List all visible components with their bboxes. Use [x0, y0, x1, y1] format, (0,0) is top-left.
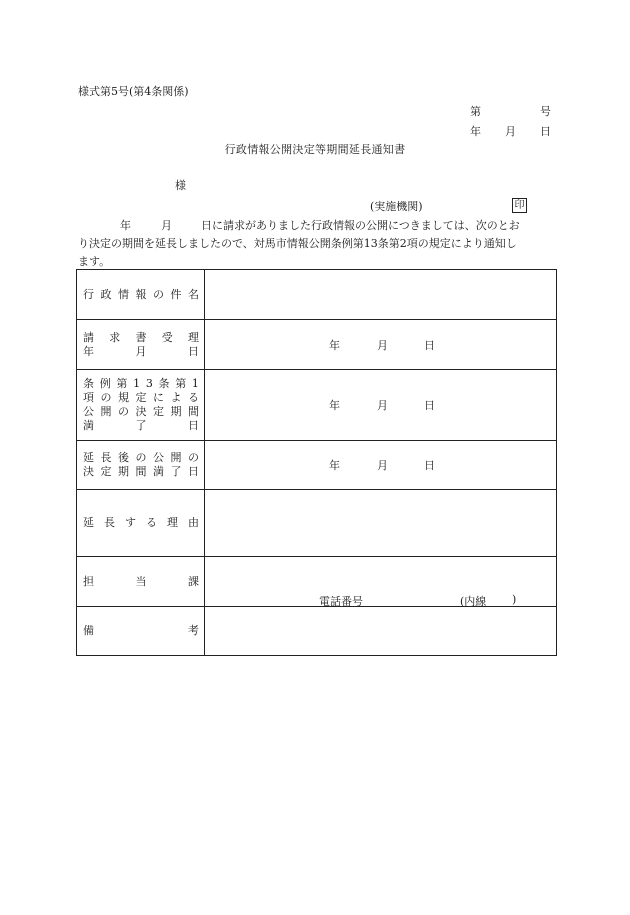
label-char: 書: [135, 330, 147, 344]
label-char: 項: [83, 391, 94, 404]
row-request-date: [77, 320, 557, 370]
phone-label: 電話番号: [319, 594, 363, 608]
number-prefix: 第: [470, 105, 481, 118]
spaced-label-line: [83, 377, 199, 391]
label-char: 間: [135, 465, 147, 478]
label-char: 政: [100, 287, 112, 301]
label-char: 開: [170, 451, 182, 464]
spaced-label-line: [83, 345, 199, 359]
document-title: 行政情報公開決定等期間延長通知書: [224, 143, 406, 156]
label-char: 定: [135, 391, 147, 404]
number-suffix: 号: [540, 105, 551, 118]
row-document-name: [77, 270, 557, 320]
label-char: 公: [153, 451, 164, 464]
label-char: 3: [145, 377, 153, 390]
notice-line-1: [78, 217, 558, 235]
label-char: 規: [118, 391, 129, 404]
label-char: 1: [191, 377, 199, 390]
row-extension-reason: [77, 490, 557, 557]
value-document-name[interactable]: [205, 270, 557, 320]
label-department: [77, 557, 205, 607]
label-extension-reason: [77, 490, 205, 557]
spaced-label-line: [83, 624, 199, 638]
label-document-name: [77, 270, 205, 320]
label-char: 決: [135, 405, 147, 418]
label-char: 報: [135, 287, 147, 301]
label-char: に: [153, 391, 164, 404]
label-char: 求: [109, 330, 121, 344]
extension-close: ): [512, 592, 517, 606]
label-char: よ: [170, 391, 182, 404]
spaced-label-line: [83, 451, 199, 465]
value-remarks[interactable]: [205, 607, 557, 656]
request-date-year: 年: [329, 338, 340, 352]
label-char: 備: [83, 624, 94, 637]
label-char: 期: [170, 405, 182, 418]
notice-line-2: り決定の期間を延長しましたので、対馬市情報公開条例第13条第2項の規定により通知し: [78, 237, 517, 250]
label-char: 日: [188, 344, 199, 358]
label-char: 課: [188, 575, 199, 588]
original-deadline-month: 月: [377, 399, 388, 412]
label-remarks: [77, 607, 205, 656]
spaced-label-line: [83, 465, 199, 479]
label-char: 理: [188, 330, 199, 344]
spaced-label-line: [83, 405, 199, 419]
issue-date-day: 日: [540, 125, 551, 138]
label-char: の: [153, 287, 164, 301]
label-char: 公: [83, 405, 94, 418]
label-char: 条: [83, 377, 94, 390]
row-department: [77, 557, 557, 607]
label-char: 日: [188, 465, 199, 478]
label-char: の: [118, 405, 129, 418]
issue-date-month: 月: [505, 125, 516, 138]
label-char: 受: [161, 330, 173, 344]
spaced-label-line: [83, 331, 199, 345]
label-char: 件: [170, 287, 182, 301]
row-extended-deadline: [77, 441, 557, 490]
label-char: 日: [188, 419, 199, 432]
label-char: 長: [104, 516, 115, 529]
notice-line-3: ます。: [78, 255, 111, 268]
label-char: 当: [135, 575, 147, 588]
notice-line-1-text: 日に請求がありました行政情報の公開につきましては、次のとお: [201, 219, 520, 232]
label-char: 1: [133, 377, 141, 390]
label-extended-deadline: [77, 441, 205, 490]
label-char: 理: [167, 516, 178, 529]
label-char: 担: [83, 575, 94, 588]
issue-date-year: 年: [470, 125, 481, 138]
label-char: 考: [188, 624, 199, 637]
label-char: 例: [99, 377, 111, 390]
notice-body: [78, 217, 558, 271]
label-char: の: [100, 391, 112, 404]
request-date-month: 月: [377, 338, 388, 352]
label-char: る: [188, 391, 199, 404]
label-char: 満: [153, 465, 164, 478]
label-char: 第: [116, 377, 128, 390]
label-char: 延: [83, 451, 94, 464]
label-char: 了: [135, 419, 147, 432]
label-char: 後: [118, 451, 129, 464]
label-char: 名: [188, 287, 199, 301]
label-char: 条: [158, 377, 170, 390]
extended-deadline-month: 月: [377, 459, 388, 472]
value-extended-deadline[interactable]: [205, 441, 557, 490]
value-original-deadline[interactable]: [205, 370, 557, 441]
label-char: 行: [83, 287, 94, 301]
spaced-label-line: [83, 575, 199, 589]
seal-mark: 印: [512, 198, 527, 213]
row-remarks: [77, 607, 557, 656]
label-char: 開: [100, 405, 112, 418]
label-char: 長: [100, 451, 112, 464]
notice-year: 年: [120, 219, 131, 232]
original-deadline-day: 日: [424, 399, 435, 412]
original-deadline-year: 年: [329, 399, 340, 412]
label-char: す: [125, 516, 136, 529]
label-char: 間: [188, 405, 199, 418]
label-request-date: [77, 320, 205, 370]
label-char: 由: [188, 516, 199, 529]
label-char: の: [188, 451, 199, 464]
label-char: る: [146, 516, 157, 529]
spaced-label-line: [83, 516, 199, 530]
spaced-label-line: [83, 391, 199, 405]
value-extension-reason[interactable]: [205, 490, 557, 557]
label-char: 月: [135, 344, 147, 358]
notice-month: 月: [161, 219, 172, 232]
label-char: 了: [170, 465, 182, 478]
label-char: 決: [83, 465, 94, 478]
extended-deadline-year: 年: [329, 459, 340, 472]
label-char: 定: [100, 465, 112, 478]
row-original-deadline: [77, 370, 557, 441]
label-char: 満: [83, 419, 94, 432]
label-char: 延: [83, 516, 94, 529]
spaced-label-line: [83, 288, 199, 302]
label-original-deadline: [77, 370, 205, 441]
label-char: 期: [118, 465, 129, 478]
spaced-label-line: [83, 419, 199, 433]
value-request-date[interactable]: [205, 320, 557, 370]
form-number: 様式第5号(第4条関係): [78, 85, 189, 98]
label-char: 第: [175, 377, 187, 390]
addressee-suffix: 様: [175, 179, 186, 192]
agency-label: (実施機関): [370, 200, 423, 213]
label-char: の: [135, 451, 147, 464]
extended-deadline-day: 日: [424, 459, 435, 472]
extension-form-table: [76, 269, 557, 656]
extension-label: (内線: [460, 594, 487, 608]
label-char: 請: [83, 330, 94, 344]
label-char: 年: [83, 344, 94, 358]
label-char: 定: [153, 405, 164, 418]
value-department[interactable]: [205, 557, 557, 607]
request-date-day: 日: [424, 338, 435, 352]
label-char: 情: [118, 287, 129, 301]
